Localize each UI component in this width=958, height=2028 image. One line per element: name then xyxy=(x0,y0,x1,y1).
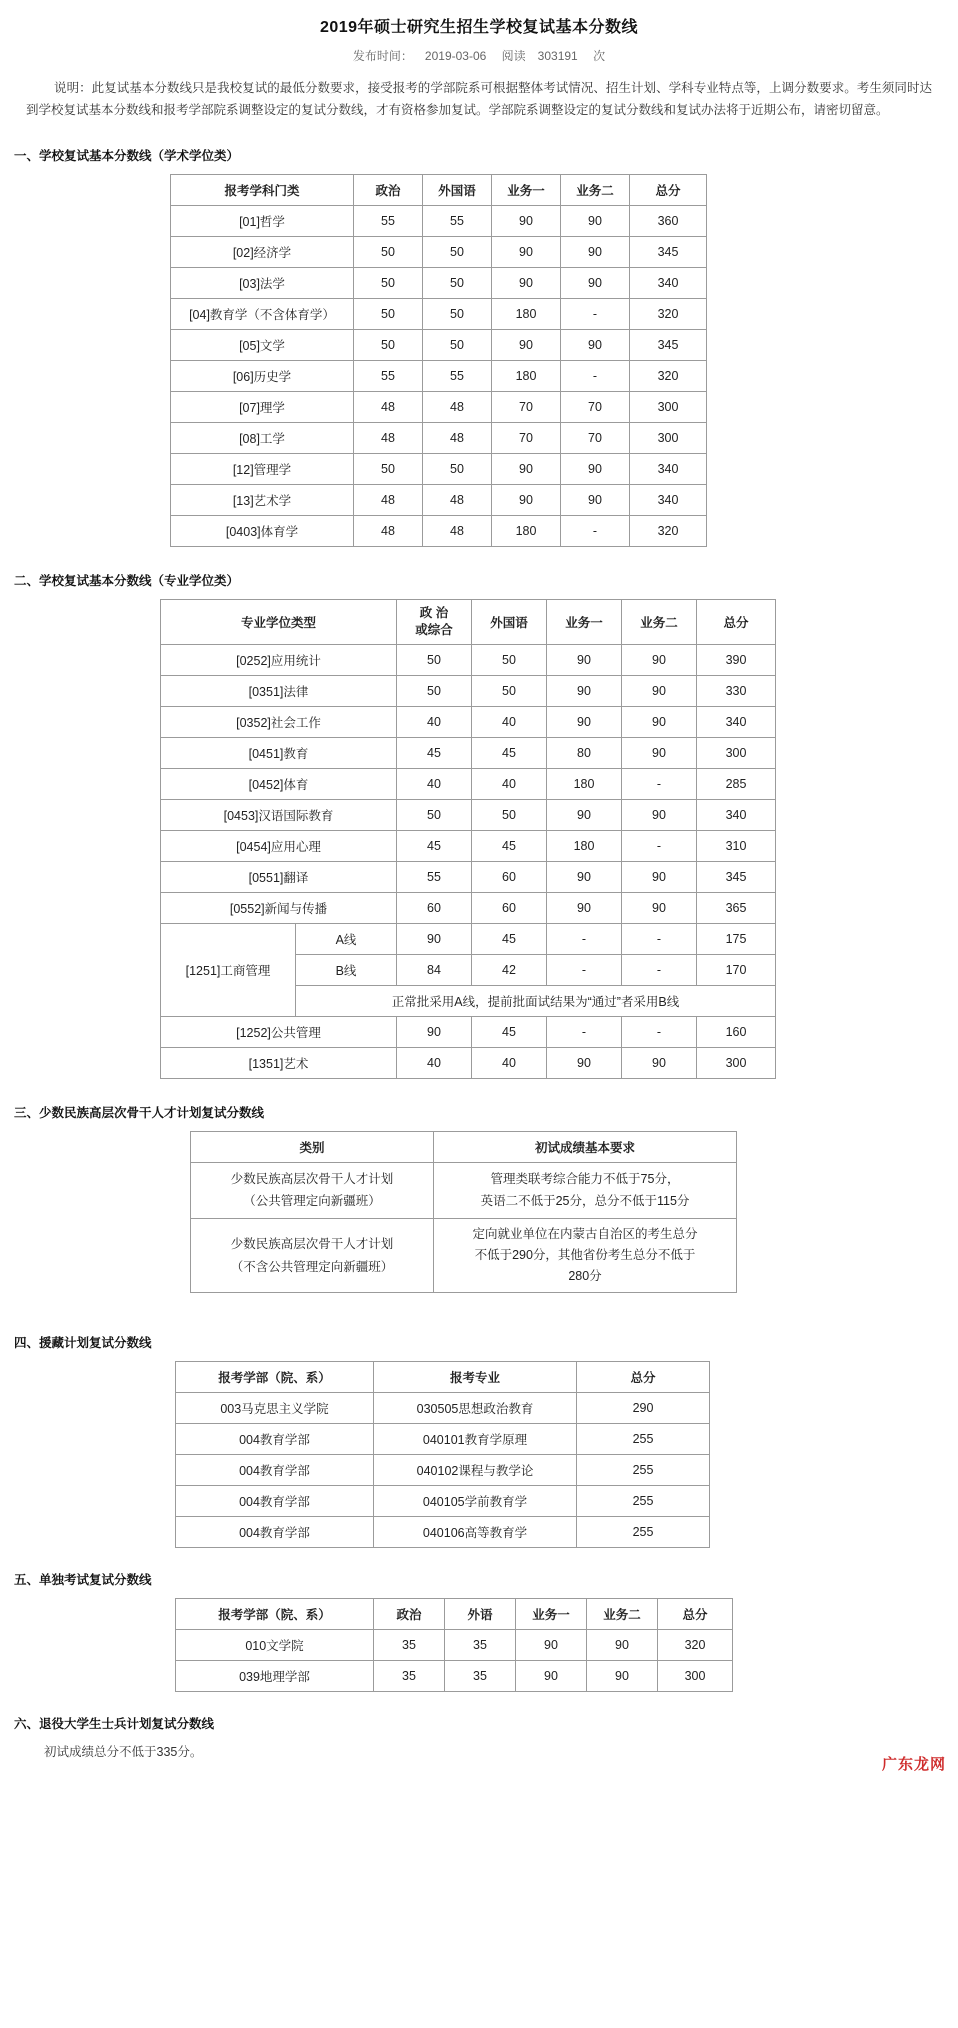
cell-total: 255 xyxy=(577,1454,710,1485)
cell-sub1: 90 xyxy=(492,205,561,236)
cell-degree-type: [0552]新闻与传播 xyxy=(161,892,397,923)
cell-politics: 84 xyxy=(397,954,472,985)
cell-foreign: 50 xyxy=(423,236,492,267)
cell-total: 340 xyxy=(697,706,776,737)
views-count: 303191 xyxy=(537,49,578,63)
cell-foreign: 40 xyxy=(472,706,547,737)
col-discipline: 报考学科门类 xyxy=(171,174,354,205)
col-degree-type: 专业学位类型 xyxy=(161,599,397,644)
cell-degree-type: [0252]应用统计 xyxy=(161,644,397,675)
cell-discipline: [03]法学 xyxy=(171,267,354,298)
table-header-row xyxy=(161,599,776,644)
section-6-heading: 六、退役大学生士兵计划复试分数线 xyxy=(14,1716,215,1731)
cell-requirement-line1: 定向就业单位在内蒙古自治区的考生总分 xyxy=(472,1227,698,1242)
section-2-heading: 二、学校复试基本分数线（专业学位类） xyxy=(14,573,240,588)
cell-foreign: 35 xyxy=(445,1629,516,1660)
cell-sub1: 180 xyxy=(547,768,622,799)
cell-sub2: 90 xyxy=(622,737,697,768)
table-row xyxy=(161,706,776,737)
academic-degree-table xyxy=(170,174,707,547)
cell-category-line2: （不含公共管理定向新疆班） xyxy=(230,1259,394,1274)
table-header-row xyxy=(176,1598,733,1629)
cell-sub1: 90 xyxy=(547,675,622,706)
cell-degree-type: [0352]社会工作 xyxy=(161,706,397,737)
col-total: 总分 xyxy=(577,1361,710,1392)
cell-politics: 50 xyxy=(354,329,423,360)
cell-politics: 40 xyxy=(397,706,472,737)
document-page xyxy=(0,14,958,1780)
table-row xyxy=(176,1454,710,1485)
cell-total: 345 xyxy=(630,236,707,267)
cell-foreign: 55 xyxy=(423,205,492,236)
tibet-aid-plan-table xyxy=(175,1361,710,1548)
cell-sub2: - xyxy=(561,515,630,546)
table-row xyxy=(161,799,776,830)
cell-discipline: [0403]体育学 xyxy=(171,515,354,546)
table-row xyxy=(161,892,776,923)
col-department: 报考学部（院、系） xyxy=(176,1598,374,1629)
table-header-row xyxy=(176,1361,710,1392)
cell-total: 255 xyxy=(577,1516,710,1547)
cell-category xyxy=(191,1162,434,1219)
cell-total: 285 xyxy=(697,768,776,799)
cell-sub2: 90 xyxy=(561,329,630,360)
table-row xyxy=(161,830,776,861)
table-row xyxy=(176,1423,710,1454)
cell-degree-type: [1252]公共管理 xyxy=(161,1016,397,1047)
table-row xyxy=(171,360,707,391)
cell-sub1: 90 xyxy=(516,1660,587,1691)
table-row xyxy=(176,1392,710,1423)
cell-sub2: 70 xyxy=(561,391,630,422)
col-subject-one: 业务一 xyxy=(516,1598,587,1629)
cell-sub2: 70 xyxy=(561,422,630,453)
cell-degree-type: [0451]教育 xyxy=(161,737,397,768)
table-row xyxy=(161,644,776,675)
cell-sub1: 70 xyxy=(492,391,561,422)
cell-degree-type: [0454]应用心理 xyxy=(161,830,397,861)
cell-foreign: 35 xyxy=(445,1660,516,1691)
table-row xyxy=(171,453,707,484)
col-total: 总分 xyxy=(658,1598,733,1629)
table-row xyxy=(171,236,707,267)
table-row xyxy=(176,1485,710,1516)
cell-sub1: 180 xyxy=(547,830,622,861)
cell-politics: 90 xyxy=(397,923,472,954)
cell-sub1: - xyxy=(547,954,622,985)
cell-foreign: 48 xyxy=(423,422,492,453)
cell-sub1: 90 xyxy=(516,1629,587,1660)
cell-mba-name: [1251]工商管理 xyxy=(161,923,296,1016)
cell-department: 004教育学部 xyxy=(176,1516,374,1547)
cell-requirement-line1: 管理类联考综合能力不低于75分， xyxy=(490,1171,680,1186)
cell-foreign: 55 xyxy=(423,360,492,391)
cell-politics: 35 xyxy=(374,1660,445,1691)
cell-mba-line-label: A线 xyxy=(296,923,397,954)
cell-foreign: 60 xyxy=(472,892,547,923)
site-watermark: 广东龙网 xyxy=(881,1755,946,1773)
cell-sub2: 90 xyxy=(622,1047,697,1078)
cell-sub1: 180 xyxy=(492,515,561,546)
cell-sub1: 90 xyxy=(547,799,622,830)
cell-foreign: 42 xyxy=(472,954,547,985)
section-4-table-wrap xyxy=(175,1361,958,1548)
cell-sub2: - xyxy=(561,298,630,329)
cell-major: 040102课程与教学论 xyxy=(374,1454,577,1485)
cell-discipline: [04]教育学（不含体育学） xyxy=(171,298,354,329)
col-total: 总分 xyxy=(630,174,707,205)
cell-sub1: 90 xyxy=(547,644,622,675)
table-row xyxy=(176,1660,733,1691)
col-subject-two: 业务二 xyxy=(561,174,630,205)
cell-foreign: 50 xyxy=(423,298,492,329)
cell-total: 360 xyxy=(630,205,707,236)
cell-foreign: 60 xyxy=(472,861,547,892)
table-row xyxy=(191,1162,737,1219)
cell-sub2: 90 xyxy=(622,644,697,675)
cell-politics: 35 xyxy=(374,1629,445,1660)
cell-major: 030505思想政治教育 xyxy=(374,1392,577,1423)
section-3-table-wrap xyxy=(190,1131,958,1293)
cell-politics: 50 xyxy=(354,236,423,267)
col-foreign-language: 外语 xyxy=(445,1598,516,1629)
cell-discipline: [06]历史学 xyxy=(171,360,354,391)
cell-foreign: 48 xyxy=(423,391,492,422)
table-row xyxy=(171,267,707,298)
cell-politics: 40 xyxy=(397,1047,472,1078)
views-unit: 次 xyxy=(593,49,606,63)
cell-major: 040105学前教育学 xyxy=(374,1485,577,1516)
cell-total: 340 xyxy=(630,484,707,515)
cell-sub1: 70 xyxy=(492,422,561,453)
cell-sub2: 90 xyxy=(622,799,697,830)
table-row xyxy=(191,1219,737,1293)
cell-politics: 55 xyxy=(354,360,423,391)
cell-total: 300 xyxy=(697,1047,776,1078)
cell-sub2: 90 xyxy=(622,861,697,892)
cell-degree-type: [0452]体育 xyxy=(161,768,397,799)
col-subject-two: 业务二 xyxy=(622,599,697,644)
section-3-heading: 三、少数民族高层次骨干人才计划复试分数线 xyxy=(14,1105,265,1120)
cell-total: 320 xyxy=(630,298,707,329)
minority-plan-table xyxy=(190,1131,737,1293)
table-header-row xyxy=(171,174,707,205)
cell-sub1: 80 xyxy=(547,737,622,768)
cell-sub1: 180 xyxy=(492,298,561,329)
cell-sub2: - xyxy=(561,360,630,391)
table-header-row xyxy=(191,1131,737,1162)
col-subject-one: 业务一 xyxy=(492,174,561,205)
cell-sub2: 90 xyxy=(587,1660,658,1691)
cell-requirement-line2: 英语二不低于25分，总分不低于115分 xyxy=(480,1194,690,1209)
cell-discipline: [13]艺术学 xyxy=(171,484,354,515)
cell-degree-type: [1351]艺术 xyxy=(161,1047,397,1078)
cell-politics: 48 xyxy=(354,515,423,546)
table-row xyxy=(176,1629,733,1660)
cell-foreign: 50 xyxy=(423,453,492,484)
table-row xyxy=(176,1516,710,1547)
col-subject-two: 业务二 xyxy=(587,1598,658,1629)
cell-politics: 50 xyxy=(354,267,423,298)
cell-foreign: 50 xyxy=(472,799,547,830)
cell-category-line2: （公共管理定向新疆班） xyxy=(243,1194,381,1209)
cell-total: 255 xyxy=(577,1485,710,1516)
cell-degree-type: [0351]法律 xyxy=(161,675,397,706)
cell-foreign: 50 xyxy=(472,644,547,675)
cell-department: 004教育学部 xyxy=(176,1423,374,1454)
cell-sub1: 90 xyxy=(547,861,622,892)
cell-total: 390 xyxy=(697,644,776,675)
cell-total: 345 xyxy=(697,861,776,892)
cell-total: 300 xyxy=(630,391,707,422)
col-major: 报考专业 xyxy=(374,1361,577,1392)
section-5-heading: 五、单独考试复试分数线 xyxy=(14,1572,152,1587)
cell-requirement xyxy=(434,1219,737,1293)
cell-foreign: 45 xyxy=(472,923,547,954)
cell-discipline: [01]哲学 xyxy=(171,205,354,236)
cell-politics: 55 xyxy=(397,861,472,892)
cell-sub1: 90 xyxy=(492,236,561,267)
cell-major: 040101教育学原理 xyxy=(374,1423,577,1454)
cell-department: 010文学院 xyxy=(176,1629,374,1660)
table-row xyxy=(171,484,707,515)
cell-sub2: 90 xyxy=(561,484,630,515)
cell-foreign: 48 xyxy=(423,515,492,546)
cell-foreign: 50 xyxy=(423,329,492,360)
intro-text: 说明：此复试基本分数线只是我校复试的最低分数要求，接受报考的学部院系可根据整体考试情况、招生计划、学科专业特点等，上调分数要求。考生须同时达到学校复试基本分数线和报考学部院系调整设定的复试分数线，才有资格参加复试。学部院系调整设定的复试分数线和复试办法将于近期公布，请密切留意。 xyxy=(26,81,932,117)
professional-degree-table xyxy=(160,599,776,1079)
cell-foreign: 45 xyxy=(472,1016,547,1047)
cell-discipline: [05]文学 xyxy=(171,329,354,360)
cell-degree-type: [0453]汉语国际教育 xyxy=(161,799,397,830)
table-row xyxy=(161,675,776,706)
views-label: 阅读 xyxy=(501,49,526,63)
cell-sub1: 180 xyxy=(492,360,561,391)
cell-department: 003马克思主义学院 xyxy=(176,1392,374,1423)
table-row xyxy=(171,391,707,422)
col-total: 总分 xyxy=(697,599,776,644)
cell-total: 320 xyxy=(630,360,707,391)
table-row xyxy=(161,1047,776,1078)
cell-total: 255 xyxy=(577,1423,710,1454)
cell-department: 039地理学部 xyxy=(176,1660,374,1691)
cell-sub2: - xyxy=(622,768,697,799)
section-4-heading: 四、援藏计划复试分数线 xyxy=(14,1335,152,1350)
cell-department: 004教育学部 xyxy=(176,1485,374,1516)
cell-politics: 50 xyxy=(354,453,423,484)
page-title: 2019年硕士研究生招生学校复试基本分数线 xyxy=(319,19,639,36)
col-politics-line1: 政 治 xyxy=(419,605,449,620)
col-politics-line2: 或综合 xyxy=(415,622,453,637)
table-row xyxy=(171,205,707,236)
cell-total: 345 xyxy=(630,329,707,360)
document-meta xyxy=(0,47,958,64)
cell-major: 040106高等教育学 xyxy=(374,1516,577,1547)
cell-mba-line-label: B线 xyxy=(296,954,397,985)
cell-sub2: 90 xyxy=(622,892,697,923)
cell-foreign: 45 xyxy=(472,830,547,861)
cell-total: 340 xyxy=(630,453,707,484)
cell-foreign: 50 xyxy=(472,675,547,706)
table-row-mba-line-a xyxy=(161,923,776,954)
cell-total: 170 xyxy=(697,954,776,985)
section-6-note: 初试成绩总分不低于335分。 xyxy=(44,1744,203,1759)
cell-politics: 45 xyxy=(397,737,472,768)
section-2-table-wrap xyxy=(160,599,958,1079)
cell-degree-type: [0551]翻译 xyxy=(161,861,397,892)
section-1-table-wrap xyxy=(170,174,958,547)
publish-label: 发布时间： xyxy=(352,49,413,63)
table-row xyxy=(161,1016,776,1047)
cell-foreign: 45 xyxy=(472,737,547,768)
publish-date: 2019-03-06 xyxy=(424,49,487,63)
cell-politics: 45 xyxy=(397,830,472,861)
cell-requirement xyxy=(434,1162,737,1219)
cell-politics: 50 xyxy=(397,675,472,706)
table-row xyxy=(171,329,707,360)
intro-paragraph xyxy=(26,78,932,122)
table-row xyxy=(171,298,707,329)
cell-politics: 50 xyxy=(354,298,423,329)
table-row xyxy=(161,737,776,768)
cell-politics: 55 xyxy=(354,205,423,236)
col-department: 报考学部（院、系） xyxy=(176,1361,374,1392)
col-category: 类别 xyxy=(191,1131,434,1162)
cell-mba-note: 正常批采用A线，提前批面试结果为“通过”者采用B线 xyxy=(296,985,776,1016)
col-requirement: 初试成绩基本要求 xyxy=(434,1131,737,1162)
cell-total: 300 xyxy=(697,737,776,768)
cell-requirement-line3: 280分 xyxy=(568,1269,602,1283)
cell-sub1: 90 xyxy=(547,892,622,923)
section-1-heading: 一、学校复试基本分数线（学术学位类） xyxy=(14,148,240,163)
cell-foreign: 48 xyxy=(423,484,492,515)
cell-politics: 50 xyxy=(397,799,472,830)
cell-sub2: - xyxy=(622,923,697,954)
col-foreign-language: 外国语 xyxy=(472,599,547,644)
cell-politics: 60 xyxy=(397,892,472,923)
cell-foreign: 40 xyxy=(472,768,547,799)
table-row xyxy=(161,861,776,892)
cell-sub2: 90 xyxy=(561,205,630,236)
cell-sub2: 90 xyxy=(587,1629,658,1660)
cell-sub2: 90 xyxy=(561,267,630,298)
cell-department: 004教育学部 xyxy=(176,1454,374,1485)
cell-total: 330 xyxy=(697,675,776,706)
section-5-table-wrap xyxy=(175,1598,958,1692)
cell-sub1: - xyxy=(547,923,622,954)
cell-total: 310 xyxy=(697,830,776,861)
cell-discipline: [08]工学 xyxy=(171,422,354,453)
cell-total: 160 xyxy=(697,1016,776,1047)
cell-total: 290 xyxy=(577,1392,710,1423)
cell-requirement-line2: 不低于290分，其他省份考生总分不低于 xyxy=(474,1248,696,1263)
cell-sub1: 90 xyxy=(492,453,561,484)
cell-sub1: 90 xyxy=(492,484,561,515)
cell-discipline: [02]经济学 xyxy=(171,236,354,267)
cell-sub2: - xyxy=(622,830,697,861)
cell-sub1: 90 xyxy=(547,1047,622,1078)
cell-sub2: - xyxy=(622,954,697,985)
cell-total: 300 xyxy=(630,422,707,453)
col-subject-one: 业务一 xyxy=(547,599,622,644)
cell-discipline: [12]管理学 xyxy=(171,453,354,484)
cell-category xyxy=(191,1219,434,1293)
cell-politics: 48 xyxy=(354,422,423,453)
table-row xyxy=(171,422,707,453)
col-politics: 政治 xyxy=(354,174,423,205)
cell-total: 365 xyxy=(697,892,776,923)
cell-total: 175 xyxy=(697,923,776,954)
cell-politics: 40 xyxy=(397,768,472,799)
cell-sub1: 90 xyxy=(492,329,561,360)
cell-foreign: 40 xyxy=(472,1047,547,1078)
cell-sub2: 90 xyxy=(622,675,697,706)
table-row xyxy=(161,768,776,799)
cell-politics: 48 xyxy=(354,484,423,515)
cell-sub1: - xyxy=(547,1016,622,1047)
cell-sub1: 90 xyxy=(492,267,561,298)
cell-total: 300 xyxy=(658,1660,733,1691)
cell-politics: 50 xyxy=(397,644,472,675)
col-politics-or-comprehensive xyxy=(397,599,472,644)
col-foreign-language: 外国语 xyxy=(423,174,492,205)
cell-total: 340 xyxy=(697,799,776,830)
cell-sub2: 90 xyxy=(561,453,630,484)
cell-sub2: - xyxy=(622,1016,697,1047)
cell-total: 320 xyxy=(658,1629,733,1660)
cell-sub2: 90 xyxy=(622,706,697,737)
cell-total: 340 xyxy=(630,267,707,298)
col-politics: 政治 xyxy=(374,1598,445,1629)
cell-category-line1: 少数民族高层次骨干人才计划 xyxy=(230,1171,394,1186)
cell-category-line1: 少数民族高层次骨干人才计划 xyxy=(230,1236,394,1251)
cell-sub2: 90 xyxy=(561,236,630,267)
separate-exam-table xyxy=(175,1598,733,1692)
cell-total: 320 xyxy=(630,515,707,546)
cell-foreign: 50 xyxy=(423,267,492,298)
table-row xyxy=(171,515,707,546)
cell-sub1: 90 xyxy=(547,706,622,737)
cell-politics: 48 xyxy=(354,391,423,422)
cell-politics: 90 xyxy=(397,1016,472,1047)
cell-discipline: [07]理学 xyxy=(171,391,354,422)
